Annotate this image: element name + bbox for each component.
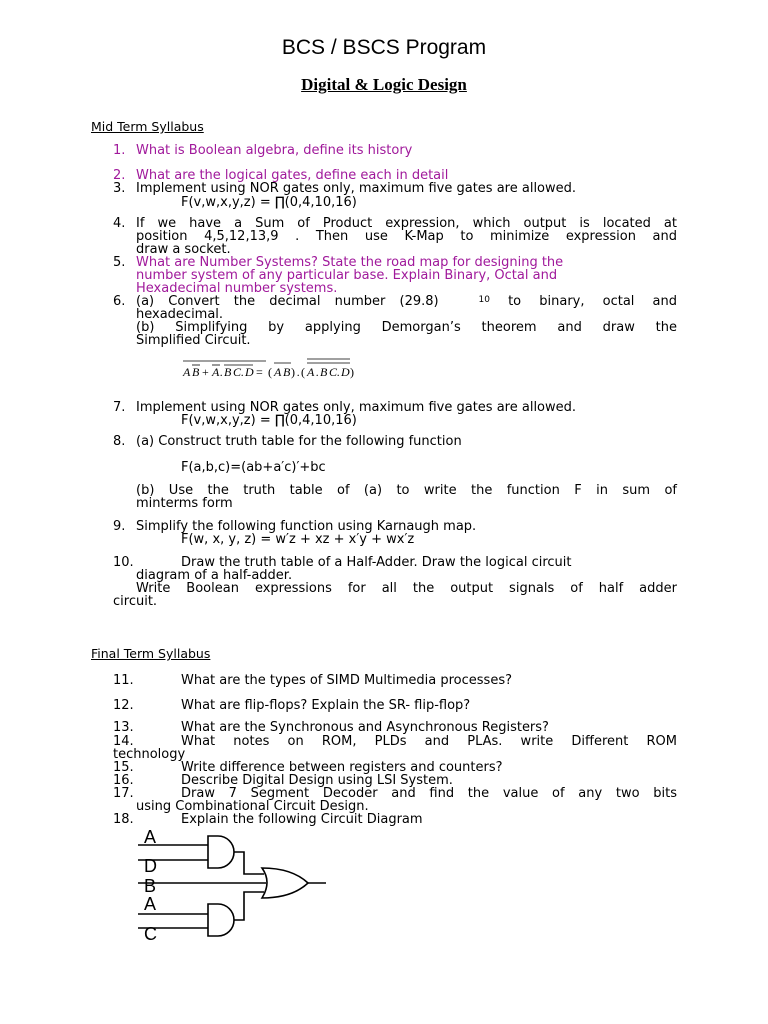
q16-text: Describe Digital Design using LSI System.	[181, 773, 453, 788]
svg-text:A: A	[183, 365, 191, 379]
q17-cont: using Combinational Circuit Design.	[136, 799, 369, 814]
q3-text: Implement using NOR gates only, maximum five gates are allowed.	[136, 181, 577, 196]
q7-number: 7.	[113, 400, 126, 415]
q10-line1: Draw the truth table of a Half-Adder. Draw the logical circuit	[181, 555, 572, 570]
svg-text:): )	[350, 365, 354, 379]
svg-text:): )	[291, 365, 295, 379]
q3-expression: F(v,w,x,y,z) = ∏(0,4,10,16)	[181, 195, 357, 210]
q17-text: Draw 7 Segment Decoder and find the value of any two bits	[181, 786, 677, 801]
svg-text:B: B	[320, 365, 328, 379]
svg-text:(: (	[301, 365, 305, 379]
and-gate-bottom	[208, 904, 234, 936]
svg-text:C: C	[233, 365, 242, 379]
svg-text:B: B	[283, 365, 291, 379]
svg-text:.: .	[220, 365, 223, 379]
q15-text: Write difference between registers and counters?	[181, 760, 503, 775]
q2-number: 2.	[113, 168, 126, 183]
svg-text:.: .	[337, 365, 340, 379]
q10-line2: diagram of a half-adder.	[136, 568, 293, 583]
svg-text:.: .	[297, 365, 300, 379]
circuit-input-a1: A	[144, 827, 157, 847]
q8-line2: (b) Use the truth table of (a) to write the function F in sum of	[136, 483, 677, 498]
q6-line2: hexadecimal.	[136, 307, 224, 322]
q10-line4: circuit.	[113, 594, 158, 609]
or-gate	[262, 868, 308, 898]
svg-text:A: A	[212, 365, 220, 379]
q14-number: 14.	[113, 734, 134, 749]
q6-line3: (b) Simplifying by applying Demorgan’s theorem and draw the	[136, 320, 677, 335]
svg-text:A: A	[274, 365, 282, 379]
course-title: Digital & Logic Design	[301, 75, 467, 94]
svg-text:.: .	[316, 365, 319, 379]
circuit-input-a2: A	[144, 894, 157, 914]
finalterm-heading: Final Term Syllabus	[91, 646, 211, 661]
q5-line1: What are Number Systems? State the road map for designing the	[136, 255, 564, 270]
q8-expression: F(a,b,c)=(ab+a′c)′+bc	[181, 460, 326, 475]
q8-line3: minterms form	[136, 496, 233, 511]
q4-line2: position 4,5,12,13,9 . Then use K-Map to minimize expression and	[136, 229, 677, 244]
q10-number: 10.	[113, 555, 134, 570]
q15-number: 15.	[113, 760, 134, 775]
q9-number: 9.	[113, 519, 126, 534]
q17-number: 17.	[113, 786, 134, 801]
q5-line3: Hexadecimal number systems.	[136, 281, 338, 296]
q6-number: 6.	[113, 294, 126, 309]
q18-number: 18.	[113, 812, 134, 827]
q12-text: What are flip-flops? Explain the SR- flip-flop?	[181, 698, 471, 713]
q7-expression: F(v,w,x,y,z) = ∏(0,4,10,16)	[181, 413, 357, 428]
q8-number: 8.	[113, 434, 126, 449]
q11-number: 11.	[113, 673, 134, 688]
circuit-input-b: B	[144, 876, 157, 896]
q9-expression: F(w, x, y, z) = w′z + xz + x′y + wx′z	[181, 532, 415, 547]
q5-line2: number system of any particular base. Explain Binary, Octal and	[136, 268, 558, 283]
q16-number: 16.	[113, 773, 134, 788]
svg-text:+: +	[202, 365, 209, 379]
q5-number: 5.	[113, 255, 126, 270]
q10-line3: Write Boolean expressions for all the output signals of half adder	[136, 581, 677, 596]
and-gate-top	[208, 836, 234, 868]
q9-line1: Simplify the following function using Karnaugh map.	[136, 519, 477, 534]
q11-text: What are the types of SIMD Multimedia processes?	[181, 673, 512, 688]
svg-text:.: .	[241, 365, 244, 379]
page-title: BCS / BSCS Program	[281, 36, 487, 59]
svg-text:=: =	[256, 365, 263, 379]
q13-text: What are the Synchronous and Asynchronous Registers?	[181, 720, 549, 735]
q6-subscript: 10	[478, 295, 490, 305]
q1-text: What is Boolean algebra, define its history	[136, 143, 413, 158]
midterm-heading: Mid Term Syllabus	[91, 119, 204, 134]
svg-text:B: B	[224, 365, 232, 379]
q8-line1: (a) Construct truth table for the following function	[136, 434, 462, 449]
q12-number: 12.	[113, 698, 134, 713]
circuit-input-c: C	[144, 924, 157, 944]
q6-line4: Simplified Circuit.	[136, 333, 251, 348]
q2-text: What are the logical gates, define each in detail	[136, 168, 449, 183]
circuit-input-d: D	[144, 856, 157, 876]
q3-number: 3.	[113, 181, 126, 196]
q1-number: 1.	[113, 143, 126, 158]
svg-text:D: D	[341, 365, 350, 379]
q4-line3: draw a socket.	[136, 242, 231, 257]
svg-text:(: (	[268, 365, 272, 379]
q6-line1-b: to binary, octal and	[489, 294, 677, 309]
svg-text:C: C	[329, 365, 338, 379]
circuit-diagram	[130, 826, 340, 946]
q14-text: What notes on ROM, PLDs and PLAs. write Different ROM	[181, 734, 677, 749]
q7-text: Implement using NOR gates only, maximum five gates are allowed.	[136, 400, 577, 415]
demorgan-equation	[180, 356, 390, 382]
svg-text:A: A	[307, 365, 315, 379]
svg-text:D: D	[245, 365, 254, 379]
q4-number: 4.	[113, 216, 126, 231]
q4-line1: If we have a Sum of Product expression, which output is located at	[136, 216, 677, 231]
q13-number: 13.	[113, 720, 134, 735]
q14-cont: technology	[113, 747, 186, 762]
q6-line1-a: (a) Convert the decimal number (29.8)	[136, 294, 439, 309]
q18-text: Explain the following Circuit Diagram	[181, 812, 423, 827]
svg-text:B: B	[192, 365, 200, 379]
